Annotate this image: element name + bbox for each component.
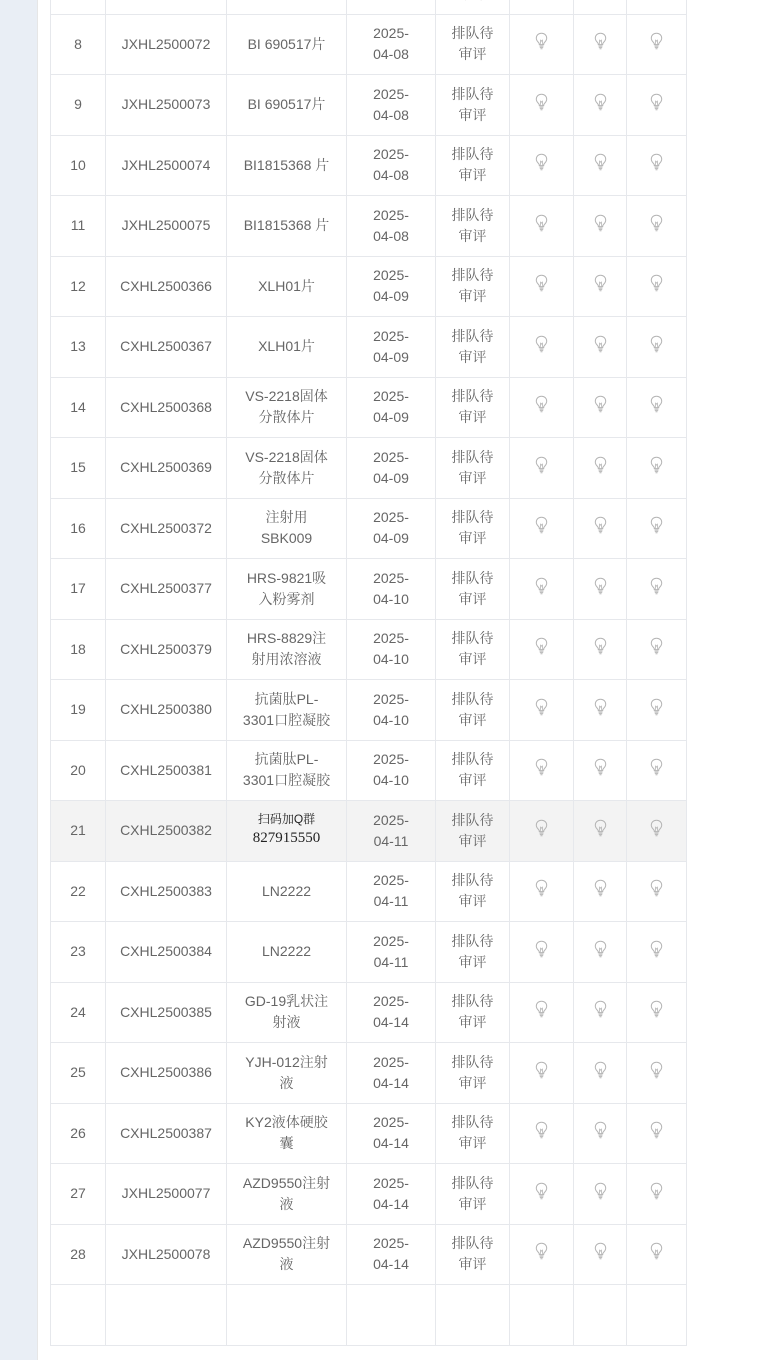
drug-name-cell: BI1815368 片 — [227, 135, 347, 196]
lightbulb-icon[interactable] — [650, 516, 663, 534]
action-cell — [510, 438, 574, 499]
acceptance-code-cell: CXHL2500383 — [106, 861, 227, 922]
status-cell: 排队待 审评 — [436, 740, 510, 801]
row-number-cell: 19 — [51, 680, 106, 741]
action-cell — [627, 1224, 687, 1285]
lightbulb-icon[interactable] — [594, 274, 607, 292]
date-cell: 2025- 04-14 — [347, 982, 436, 1043]
table-body — [51, 0, 687, 1345]
action-cell — [510, 982, 574, 1043]
table-row — [51, 1224, 687, 1285]
row-number-cell: 27 — [51, 1164, 106, 1225]
status-cell: 排队待 审评 — [436, 680, 510, 741]
lightbulb-icon[interactable] — [650, 577, 663, 595]
acceptance-code-cell: JXHL2500075 — [106, 196, 227, 257]
lightbulb-icon[interactable] — [535, 456, 548, 474]
lightbulb-icon[interactable] — [535, 637, 548, 655]
action-cell — [627, 619, 687, 680]
lightbulb-icon[interactable] — [594, 153, 607, 171]
drug-name-cell: LN2222 — [227, 922, 347, 983]
lightbulb-icon[interactable] — [594, 577, 607, 595]
action-cell — [510, 377, 574, 438]
lightbulb-icon[interactable] — [650, 819, 663, 837]
action-cell — [510, 861, 574, 922]
date-cell: 2025- 04-10 — [347, 740, 436, 801]
lightbulb-icon[interactable] — [594, 32, 607, 50]
lightbulb-icon[interactable] — [594, 1182, 607, 1200]
table-row — [51, 317, 687, 378]
date-cell — [347, 0, 436, 14]
row-number-cell: 15 — [51, 438, 106, 499]
status-cell: 排队待 审评 — [436, 498, 510, 559]
status-cell: 排队待 审评 — [436, 982, 510, 1043]
table-row — [51, 1043, 687, 1104]
action-cell — [574, 1103, 627, 1164]
row-number-cell: 21 — [51, 801, 106, 862]
date-cell — [347, 1285, 436, 1346]
action-cell — [510, 1224, 574, 1285]
status-cell — [436, 1285, 510, 1346]
table-row — [51, 196, 687, 257]
lightbulb-icon[interactable] — [650, 940, 663, 958]
lightbulb-icon[interactable] — [650, 698, 663, 716]
table-row — [51, 135, 687, 196]
acceptance-code-cell: JXHL2500072 — [106, 14, 227, 75]
drug-name-cell: HRS-8829注 射用浓溶液 — [227, 619, 347, 680]
status-cell: 排队待 审评 — [436, 377, 510, 438]
date-cell: 2025- 04-11 — [347, 861, 436, 922]
lightbulb-icon[interactable] — [535, 577, 548, 595]
acceptance-code-cell — [106, 1285, 227, 1346]
acceptance-code-cell: CXHL2500381 — [106, 740, 227, 801]
review-queue-table — [50, 0, 687, 1346]
date-cell: 2025- 04-14 — [347, 1043, 436, 1104]
status-cell: 排队待 审评 — [436, 196, 510, 257]
drug-name-cell: BI 690517片 — [227, 14, 347, 75]
table-row — [51, 377, 687, 438]
table-row — [51, 14, 687, 75]
action-cell — [574, 75, 627, 136]
action-cell — [574, 317, 627, 378]
lightbulb-icon[interactable] — [650, 1242, 663, 1260]
row-number-cell: 22 — [51, 861, 106, 922]
table-row — [51, 680, 687, 741]
status-cell — [436, 0, 510, 14]
action-cell — [510, 196, 574, 257]
date-cell: 2025- 04-09 — [347, 317, 436, 378]
status-cell: 排队待 审评 — [436, 801, 510, 862]
status-cell: 排队待 审评 — [436, 1103, 510, 1164]
table-row — [51, 619, 687, 680]
action-cell — [510, 317, 574, 378]
status-cell: 排队待 审评 — [436, 1164, 510, 1225]
acceptance-code-cell — [106, 0, 227, 14]
action-cell — [627, 740, 687, 801]
action-cell — [574, 196, 627, 257]
table-row — [51, 1103, 687, 1164]
date-cell: 2025- 04-14 — [347, 1164, 436, 1225]
drug-name-cell: KY2液体硬胶 囊 — [227, 1103, 347, 1164]
acceptance-code-cell: CXHL2500366 — [106, 256, 227, 317]
action-cell — [574, 1224, 627, 1285]
row-number-cell: 12 — [51, 256, 106, 317]
row-number-cell: 14 — [51, 377, 106, 438]
lightbulb-icon[interactable] — [650, 1061, 663, 1079]
row-number-cell: 10 — [51, 135, 106, 196]
acceptance-code-cell: CXHL2500380 — [106, 680, 227, 741]
drug-name-cell: XLH01片 — [227, 317, 347, 378]
lightbulb-icon[interactable] — [594, 214, 607, 232]
table-row — [51, 982, 687, 1043]
row-number-cell — [51, 0, 106, 14]
action-cell — [574, 135, 627, 196]
row-number-cell: 8 — [51, 14, 106, 75]
row-number-cell: 26 — [51, 1103, 106, 1164]
drug-name-cell: GD-19乳状注 射液 — [227, 982, 347, 1043]
drug-name-cell: BI 690517片 — [227, 75, 347, 136]
drug-name-cell: HRS-9821吸 入粉雾剂 — [227, 559, 347, 620]
action-cell — [510, 801, 574, 862]
lightbulb-icon[interactable] — [535, 93, 548, 111]
action-cell — [627, 377, 687, 438]
row-number-cell: 18 — [51, 619, 106, 680]
row-number-cell: 17 — [51, 559, 106, 620]
action-cell — [510, 1043, 574, 1104]
date-cell: 2025- 04-08 — [347, 196, 436, 257]
date-cell: 2025- 04-14 — [347, 1103, 436, 1164]
action-cell — [627, 1043, 687, 1104]
lightbulb-icon[interactable] — [594, 1000, 607, 1018]
action-cell — [627, 196, 687, 257]
acceptance-code-cell: CXHL2500379 — [106, 619, 227, 680]
table-row — [51, 801, 687, 862]
row-number-cell: 24 — [51, 982, 106, 1043]
action-cell — [574, 559, 627, 620]
lightbulb-icon[interactable] — [535, 698, 548, 716]
lightbulb-icon[interactable] — [535, 214, 548, 232]
table-row — [51, 740, 687, 801]
row-number-cell: 9 — [51, 75, 106, 136]
drug-name-cell: XLH01片 — [227, 256, 347, 317]
row-number-cell: 23 — [51, 922, 106, 983]
lightbulb-icon[interactable] — [594, 879, 607, 897]
action-cell — [510, 75, 574, 136]
lightbulb-icon[interactable] — [594, 758, 607, 776]
lightbulb-icon[interactable] — [650, 758, 663, 776]
acceptance-code-cell: JXHL2500073 — [106, 75, 227, 136]
table-row — [51, 438, 687, 499]
table-row — [51, 0, 687, 14]
action-cell — [574, 377, 627, 438]
lightbulb-icon[interactable] — [650, 274, 663, 292]
acceptance-code-cell: CXHL2500369 — [106, 438, 227, 499]
drug-name-cell: 注射用 SBK009 — [227, 498, 347, 559]
action-cell — [627, 256, 687, 317]
date-cell: 2025- 04-08 — [347, 135, 436, 196]
lightbulb-icon[interactable] — [535, 274, 548, 292]
action-cell — [574, 619, 627, 680]
lightbulb-icon[interactable] — [594, 516, 607, 534]
date-cell: 2025- 04-09 — [347, 498, 436, 559]
row-number-cell — [51, 1285, 106, 1346]
action-cell — [574, 0, 627, 14]
row-number-cell: 20 — [51, 740, 106, 801]
acceptance-code-cell: CXHL2500382 — [106, 801, 227, 862]
date-cell: 2025- 04-11 — [347, 922, 436, 983]
lightbulb-icon[interactable] — [594, 335, 607, 353]
action-cell — [574, 1164, 627, 1225]
action-cell — [574, 740, 627, 801]
lightbulb-icon[interactable] — [535, 516, 548, 534]
lightbulb-icon[interactable] — [650, 1182, 663, 1200]
lightbulb-icon[interactable] — [594, 1121, 607, 1139]
drug-name-cell — [227, 0, 347, 14]
status-cell: 排队待 审评 — [436, 619, 510, 680]
acceptance-code-cell: JXHL2500077 — [106, 1164, 227, 1225]
action-cell — [574, 256, 627, 317]
action-cell — [627, 135, 687, 196]
row-number-cell: 13 — [51, 317, 106, 378]
table-row — [51, 861, 687, 922]
date-cell: 2025- 04-09 — [347, 256, 436, 317]
drug-name-cell: BI1815368 片 — [227, 196, 347, 257]
action-cell — [627, 498, 687, 559]
lightbulb-icon[interactable] — [535, 1182, 548, 1200]
row-number-cell: 11 — [51, 196, 106, 257]
table-row — [51, 75, 687, 136]
overlay-text-line-1: 扫码加Q群 — [257, 812, 316, 827]
action-cell — [627, 317, 687, 378]
status-cell: 排队待 审评 — [436, 14, 510, 75]
drug-name-cell: 抗菌肽PL- 3301口腔凝胶 — [227, 680, 347, 741]
action-cell — [510, 1164, 574, 1225]
action-cell — [627, 559, 687, 620]
date-cell: 2025- 04-10 — [347, 619, 436, 680]
lightbulb-icon[interactable] — [650, 214, 663, 232]
lightbulb-icon[interactable] — [650, 1121, 663, 1139]
drug-name-cell: YJH-012注射 液 — [227, 1043, 347, 1104]
action-cell — [627, 1164, 687, 1225]
action-cell — [627, 75, 687, 136]
action-cell — [510, 740, 574, 801]
date-cell: 2025- 04-08 — [347, 75, 436, 136]
acceptance-code-cell: CXHL2500367 — [106, 317, 227, 378]
action-cell — [510, 1285, 574, 1346]
date-cell: 2025- 04-11 — [347, 801, 436, 862]
lightbulb-icon[interactable] — [535, 1000, 548, 1018]
action-cell — [510, 1103, 574, 1164]
acceptance-code-cell: JXHL2500074 — [106, 135, 227, 196]
lightbulb-icon[interactable] — [594, 698, 607, 716]
lightbulb-icon[interactable] — [650, 1000, 663, 1018]
action-cell — [574, 438, 627, 499]
drug-name-cell — [227, 801, 347, 862]
date-cell: 2025- 04-08 — [347, 14, 436, 75]
acceptance-code-cell: JXHL2500078 — [106, 1224, 227, 1285]
row-number-cell: 28 — [51, 1224, 106, 1285]
action-cell — [574, 1043, 627, 1104]
action-cell — [510, 922, 574, 983]
action-cell — [510, 14, 574, 75]
action-cell — [574, 982, 627, 1043]
lightbulb-icon[interactable] — [594, 819, 607, 837]
date-cell: 2025- 04-10 — [347, 680, 436, 741]
acceptance-code-cell: CXHL2500387 — [106, 1103, 227, 1164]
lightbulb-icon[interactable] — [535, 1061, 548, 1079]
acceptance-code-cell: CXHL2500384 — [106, 922, 227, 983]
acceptance-code-cell: CXHL2500372 — [106, 498, 227, 559]
lightbulb-icon[interactable] — [650, 879, 663, 897]
drug-name-cell: VS-2218固体 分散体片 — [227, 438, 347, 499]
action-cell — [627, 14, 687, 75]
status-cell: 排队待 审评 — [436, 75, 510, 136]
acceptance-code-cell: CXHL2500368 — [106, 377, 227, 438]
status-cell: 排队待 审评 — [436, 861, 510, 922]
lightbulb-icon[interactable] — [535, 758, 548, 776]
table-row — [51, 922, 687, 983]
status-cell: 排队待 审评 — [436, 559, 510, 620]
row-number-cell: 25 — [51, 1043, 106, 1104]
lightbulb-icon[interactable] — [650, 637, 663, 655]
lightbulb-icon[interactable] — [535, 1242, 548, 1260]
lightbulb-icon[interactable] — [594, 395, 607, 413]
acceptance-code-cell: CXHL2500385 — [106, 982, 227, 1043]
lightbulb-icon[interactable] — [535, 879, 548, 897]
status-cell: 排队待 审评 — [436, 1043, 510, 1104]
date-cell: 2025- 04-10 — [347, 559, 436, 620]
lightbulb-icon[interactable] — [535, 32, 548, 50]
drug-name-cell: AZD9550注射 液 — [227, 1224, 347, 1285]
action-cell — [627, 1285, 687, 1346]
lightbulb-icon[interactable] — [535, 395, 548, 413]
overlay-text-line-2: 827915550 — [252, 830, 321, 847]
date-cell: 2025- 04-14 — [347, 1224, 436, 1285]
acceptance-code-cell: CXHL2500377 — [106, 559, 227, 620]
status-cell: 排队待 审评 — [436, 1224, 510, 1285]
action-cell — [510, 135, 574, 196]
action-cell — [574, 1285, 627, 1346]
status-cell: 排队待 审评 — [436, 317, 510, 378]
lightbulb-icon[interactable] — [650, 153, 663, 171]
status-cell: 排队待 审评 — [436, 922, 510, 983]
table-row — [51, 498, 687, 559]
lightbulb-icon[interactable] — [650, 456, 663, 474]
action-cell — [574, 861, 627, 922]
action-cell — [574, 498, 627, 559]
action-cell — [510, 498, 574, 559]
lightbulb-icon[interactable] — [594, 93, 607, 111]
action-cell — [627, 680, 687, 741]
drug-name-cell: VS-2218固体 分散体片 — [227, 377, 347, 438]
action-cell — [574, 14, 627, 75]
lightbulb-icon[interactable] — [594, 1061, 607, 1079]
lightbulb-icon[interactable] — [535, 1121, 548, 1139]
drug-name-cell: AZD9550注射 液 — [227, 1164, 347, 1225]
action-cell — [510, 0, 574, 14]
lightbulb-icon[interactable] — [650, 335, 663, 353]
action-cell — [510, 559, 574, 620]
action-cell — [510, 680, 574, 741]
lightbulb-icon[interactable] — [535, 153, 548, 171]
table-row — [51, 1164, 687, 1225]
lightbulb-icon[interactable] — [535, 940, 548, 958]
drug-name-cell — [227, 1285, 347, 1346]
action-cell — [627, 982, 687, 1043]
drug-name-cell: 抗菌肽PL- 3301口腔凝胶 — [227, 740, 347, 801]
table-row — [51, 559, 687, 620]
acceptance-code-cell: CXHL2500386 — [106, 1043, 227, 1104]
status-cell: 排队待 审评 — [436, 256, 510, 317]
action-cell — [510, 256, 574, 317]
lightbulb-icon[interactable] — [594, 1242, 607, 1260]
lightbulb-icon[interactable] — [650, 93, 663, 111]
action-cell — [574, 680, 627, 741]
lightbulb-icon[interactable] — [594, 940, 607, 958]
lightbulb-icon[interactable] — [594, 456, 607, 474]
action-cell — [627, 922, 687, 983]
action-cell — [627, 0, 687, 14]
drug-name-cell: LN2222 — [227, 861, 347, 922]
action-cell — [627, 861, 687, 922]
lightbulb-icon[interactable] — [535, 335, 548, 353]
action-cell — [627, 801, 687, 862]
action-cell — [627, 438, 687, 499]
action-cell — [574, 922, 627, 983]
lightbulb-icon[interactable] — [650, 32, 663, 50]
action-cell — [510, 619, 574, 680]
lightbulb-icon[interactable] — [594, 637, 607, 655]
date-cell: 2025- 04-09 — [347, 438, 436, 499]
lightbulb-icon[interactable] — [650, 395, 663, 413]
status-cell: 排队待 审评 — [436, 438, 510, 499]
date-cell: 2025- 04-09 — [347, 377, 436, 438]
action-cell — [627, 1103, 687, 1164]
action-cell — [574, 801, 627, 862]
row-number-cell: 16 — [51, 498, 106, 559]
status-cell: 排队待 审评 — [436, 135, 510, 196]
table-row — [51, 1285, 687, 1346]
table-row — [51, 256, 687, 317]
lightbulb-icon[interactable] — [535, 819, 548, 837]
